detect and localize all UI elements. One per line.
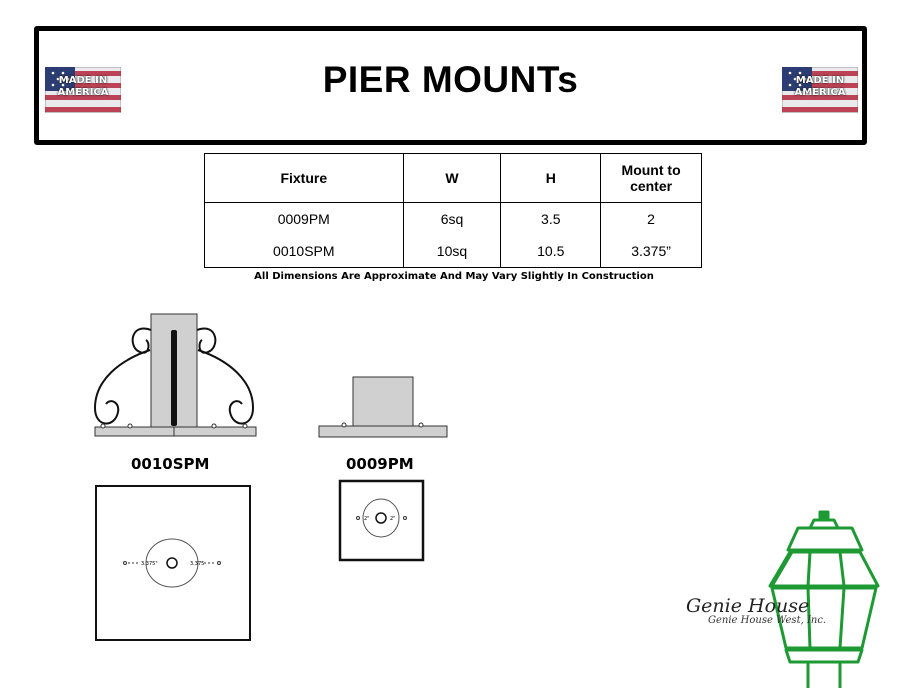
badge-line2: AMERICA <box>794 87 846 98</box>
cell-mount: 3.375” <box>601 235 702 268</box>
header-fixture: Fixture <box>205 154 404 203</box>
logo-name: Genie House <box>686 595 810 617</box>
spm-dim-left: 3.375" <box>141 561 158 567</box>
spm-dim-right: 3.375 <box>190 561 205 567</box>
header-width: W <box>403 154 501 203</box>
cell-height: 3.5 <box>501 203 601 236</box>
cell-height: 10.5 <box>501 235 601 268</box>
cell-mount: 2 <box>601 203 702 236</box>
header-mount-to-center: Mount to center <box>601 154 702 203</box>
spm-side-view <box>95 314 256 436</box>
spm-label: 0010SPM <box>131 455 210 473</box>
pm-top-view <box>340 481 423 560</box>
page-title: PIER MOUNTs <box>322 59 579 100</box>
cell-width: 6sq <box>403 203 501 236</box>
badge-line2: AMERICA <box>57 87 109 98</box>
spm-top-view <box>96 486 250 640</box>
cell-width: 10sq <box>403 235 501 268</box>
badge-line1: MADE IN <box>795 75 845 86</box>
header-height: H <box>501 154 601 203</box>
pm-dim-left: 2" <box>364 516 370 522</box>
cell-fixture: 0010SPM <box>205 235 404 268</box>
cell-fixture: 0009PM <box>205 203 404 236</box>
pm-side-view <box>319 377 447 437</box>
pm-dim-right: 2" <box>390 516 396 522</box>
dimensions-note: All Dimensions Are Approximate And May Vary Slightly In Construction <box>254 271 654 282</box>
pm-label: 0009PM <box>346 455 414 473</box>
logo-subtitle: Genie House West, Inc. <box>708 615 827 626</box>
badge-line1: MADE IN <box>58 75 108 86</box>
